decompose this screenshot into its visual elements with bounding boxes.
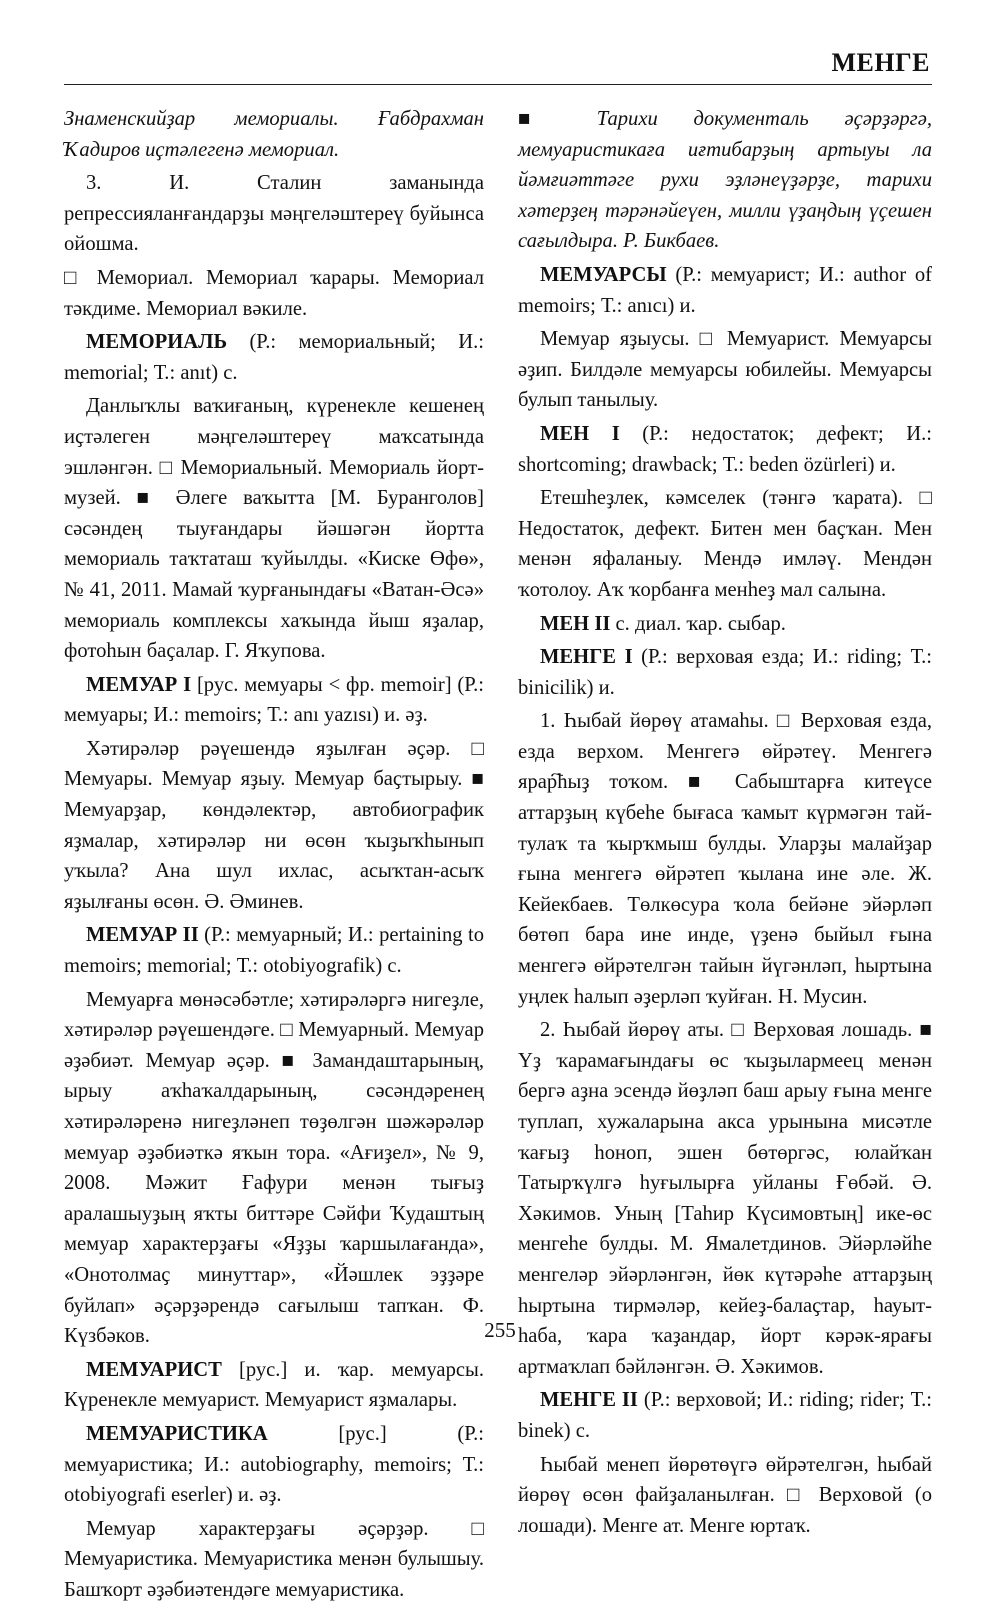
running-head: МЕНГЕ [831, 48, 930, 77]
entry-memuarist [64, 1355, 484, 1416]
sense-paragraph: Мемуар яҙыусы. □ Мемуарист. Мемуарсы әҙип. Билдәле мемуарсы юбилейы. Мемуарсы булып танылыу. [518, 328, 932, 412]
entry-grammar: (Р.: мемориальный; И.: memorial; Т.: anıt) с. [64, 331, 484, 384]
sense-paragraph: 3. И. Сталин заманында репрессияланғандарҙы мәңгеләштереү буйынса ойошма. [64, 172, 484, 256]
headword: МЕНГЕ II [540, 1389, 638, 1412]
entry-men-2 [518, 609, 932, 640]
entry-memuaristika [64, 1419, 484, 1511]
sense-examples: □ Мемориал. Мемориал ҡарары. Мемориал тәкдиме. Мемориал вәкиле. [64, 266, 484, 320]
headword: МЕН I [540, 422, 620, 445]
entry-menge-1 [518, 642, 932, 703]
entry-grammar: (Р.: мемуарный; И.: pertaining to memoirs; memorial; Т.: otobiyografik) с. [64, 924, 485, 978]
sense-paragraph: Һыбай менеп йөрөтөүгә өйрәтелгән, һыбай йөрөү өсөн файҙаланылған. □ Верховой (о лошади). Менге ат. Менге юртаҡ. [518, 1453, 932, 1537]
entry-memuarsy [518, 260, 932, 321]
entry-memorial [64, 327, 484, 388]
sense-paragraph: 2. Һыбай йөрөү аты. □ Верховая лошадь. ■ Үҙ ҡарамағындағы өс ҡыҙылармеец менән бергә аҙна эсендә йөҙләп баш арыу ғына менге туплап, хужаларына акса урынына мисәтле ҡағыҙ һоноп, эшен бөтөргәс, юлайҡан Татырҡүлгә һуғылырға уйланы Ғөбәй. Ә. Хәкимов. Уның [Таһир Күсимовтың] ике-өс менгеһе булды. М. Ямалетдинов. Эйәрләйһе менгеләр эйәрләнгән, йөк күтәрәһе аттарҙың һыртына тирмәләр, кейеҙ-балаҫтар, һауыт-һаба, ҡара ҡаҙандар, йорт кәрәк-ярағы артмаҡлап бәйләнгән. Ә. Хәкимов. [518, 1019, 932, 1378]
entry-men-1 [518, 419, 932, 480]
sense-paragraph: Хәтирәләр рәүешендә яҙылған әҫәр. □ Мемуары. Мемуар яҙыу. Мемуар баҫтырыу. ■ Мемуарҙар, көндәлектәр, автобиографик яҙмалар, хәтирәләр ни өсөн ҡыҙыҡһынып уҡыла? Ана шул ихлас, асыҡтан-асыҡ яҙылғаны өсөн. Ә. Әминев. [64, 737, 484, 913]
sense-paragraph: Етешһеҙлек, кәмселек (тәнгә ҡарата). □ Недостаток, дефект. Битен мен баҫҡан. Мен менән яфаланыу. Мендә имләү. Мендән ҡотолоу. Аҡ ҡорбанға менһеҙ мал салына. [518, 487, 932, 601]
sense-paragraph: 1. Һыбай йөрөү атамаһы. □ Верховая езда, езда верхом. Менгегә өйрәтеү. Менгегә ярар҇һыҙ тоҡом. ■ Сабыштарға китеүсе аттарҙың күбеһе бығаса ҡамыт күрмәгән тай-тулаҡ та ҡырҡмыш булды. Уларҙы малайҙар ғына менгегә өйрәтеп ҡылана ине әле. Ж. Кейекбаев. Төлкөсура ҡола бейәне эйәрләп бөтөп бара ине инде, үҙенә быйыл ғына менгегә өйрәтелгән тайын йүгәнләп, һыртына уңлек һалып әҙерләп ҡуйған. Н. Мусин. [518, 710, 932, 1008]
headword: МЕМУАРСЫ [540, 263, 667, 286]
entry-grammar: с. диал. ҡар. сыбар. [615, 612, 786, 635]
entry-grammar: [рус.] (Р.: мемуаристика; И.: autobiography, memoirs; Т.: otobiyografi eserler) и. әҙ. [64, 1422, 484, 1507]
header-rule [64, 84, 932, 85]
headword: МЕН II [540, 612, 611, 635]
entry-menge-2 [518, 1385, 932, 1446]
entry-grammar: (Р.: мемуарист; И.: author of memoirs; Т.: anıcı) и. [518, 263, 932, 317]
entry-memuar-1 [64, 670, 484, 731]
sense-paragraph: Мемуар характерҙағы әҫәрҙәр. □ Мемуаристика. Мемуаристика менән булышыу. Башҡорт әҙәбиәтендәге мемуаристика. [64, 1517, 484, 1601]
continued-text: Знаменскийҙар мемориалы. Ғабдрахман Ҡадиров иҫтәлегенә мемориал. [64, 108, 484, 161]
sense-paragraph: Мемуарға мөнәсәбәтле; хәтирәләргә нигеҙле, хәтирәләр рәүешендәге. □ Мемуарный. Мемуар әҙәбиәт. Мемуар әҫәр. ■ Замандаштарының, ырыу аҡһаҡалдарының, сәсәндәренең хәтирәләренә нигеҙләнеп төҙөлгән шәжәрәләр мемуар әҙәбиәткә яҡын тора. «Ағиҙел», № 9, 2008. Мәжит Ғафури менән тығыҙ аралашыуҙың яҡты биттәре Сәйфи Ҡудаштың мемуар характерҙағы «Яҙҙы ҡаршылағанда», «Онотолмаҫ минуттар», «Йәшлек эҙҙәре буйлап» әҫәрҙәрендә сағылыш тапҡан. Ф. Күзбәков. [64, 988, 484, 1348]
entry-grammar: (Р.: недостаток; дефект; И.: shortcoming; drawback; Т.: beden özürleri) и. [518, 422, 932, 476]
entry-grammar: (Р.: верховая езда; И.: riding; Т.: binicilik) и. [518, 646, 932, 699]
entry-memuar-2 [64, 920, 484, 981]
headword: МЕМУАР II [86, 924, 199, 947]
headword: МЕМУАРИСТИКА [86, 1422, 268, 1445]
page-number: 255 [484, 1318, 516, 1342]
continued-quote: ■ Тарихи документаль әҫәрҙәргә, мемуаристикаға иғтибарҙың артыуы ла йәмғиәттәге рухи эҙләнеүҙәрҙе, тарихи хәтерҙең тәрәнәйеүен, милли үҙаңдың үҫешен сағылдыра. Р. Бикбаев. [518, 108, 932, 253]
headword: МЕНГЕ I [540, 646, 633, 669]
headword: МЕМОРИАЛЬ [86, 331, 228, 354]
entry-grammar: [рус.] и. ҡар. мемуарсы. Күренекле мемуарист. Мемуарист яҙмалары. [64, 1358, 484, 1412]
left-column [64, 104, 484, 1609]
headword: МЕМУАРИСТ [86, 1358, 222, 1381]
entry-grammar: (Р.: верховой; И.: riding; rider; Т.: binek) с. [518, 1389, 932, 1442]
entry-grammar: [рус. мемуары < фр. memoir] (Р.: мемуары; И.: memoirs; Т.: anı yazısı) и. әҙ. [64, 673, 484, 727]
sense-paragraph: Данлыҡлы ваҡиғаның, күренекле кешенең иҫтәлеген мәңгеләштереү маҡсатында эшләнгән. □ Мемориальный. Мемориаль йорт-музей. ■ Әлеге ваҡытта [М. Буранголов] сәсәндең тыуғандары йәшәгән йортта мемориаль таҡтаташ ҡуйылды. «Киске Өфө», № 41, 2011. Мамай ҡурғанындағы «Ватан-Әсә» мемориаль комплексы хаҡында йыш яҙалар, фотоһын баҫалар. Г. Яҡупова. [64, 395, 484, 663]
headword: МЕМУАР I [86, 673, 192, 696]
